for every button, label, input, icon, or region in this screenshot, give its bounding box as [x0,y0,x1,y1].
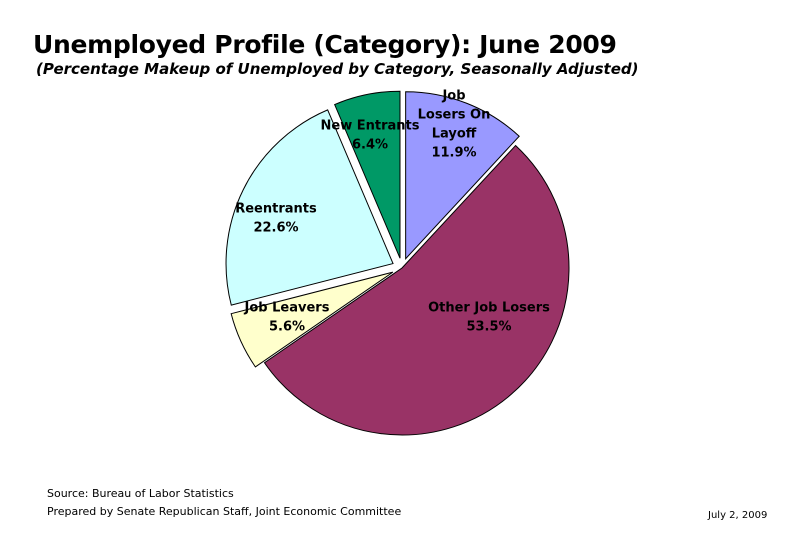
chart-title: Unemployed Profile (Category): June 2009 [33,30,617,59]
slice-label-new-entrants: New Entrants 6.4% [320,118,420,153]
slice-label-job-losers-on-layoff: Job Losers On Layoff 11.9% [417,88,491,161]
slice-label-other-job-losers: Other Job Losers 53.5% [428,300,550,335]
slice-label-job-leavers: Job Leavers 5.6% [244,300,330,335]
date-note: July 2, 2009 [708,510,768,521]
chart-subtitle: (Percentage Makeup of Unemployed by Category, Seasonally Adjusted) [36,60,639,78]
source-note: Source: Bureau of Labor Statistics [47,487,234,500]
slice-label-reentrants: Reentrants 22.6% [235,201,317,236]
prepared-note: Prepared by Senate Republican Staff, Joint Economic Committee [47,505,402,518]
